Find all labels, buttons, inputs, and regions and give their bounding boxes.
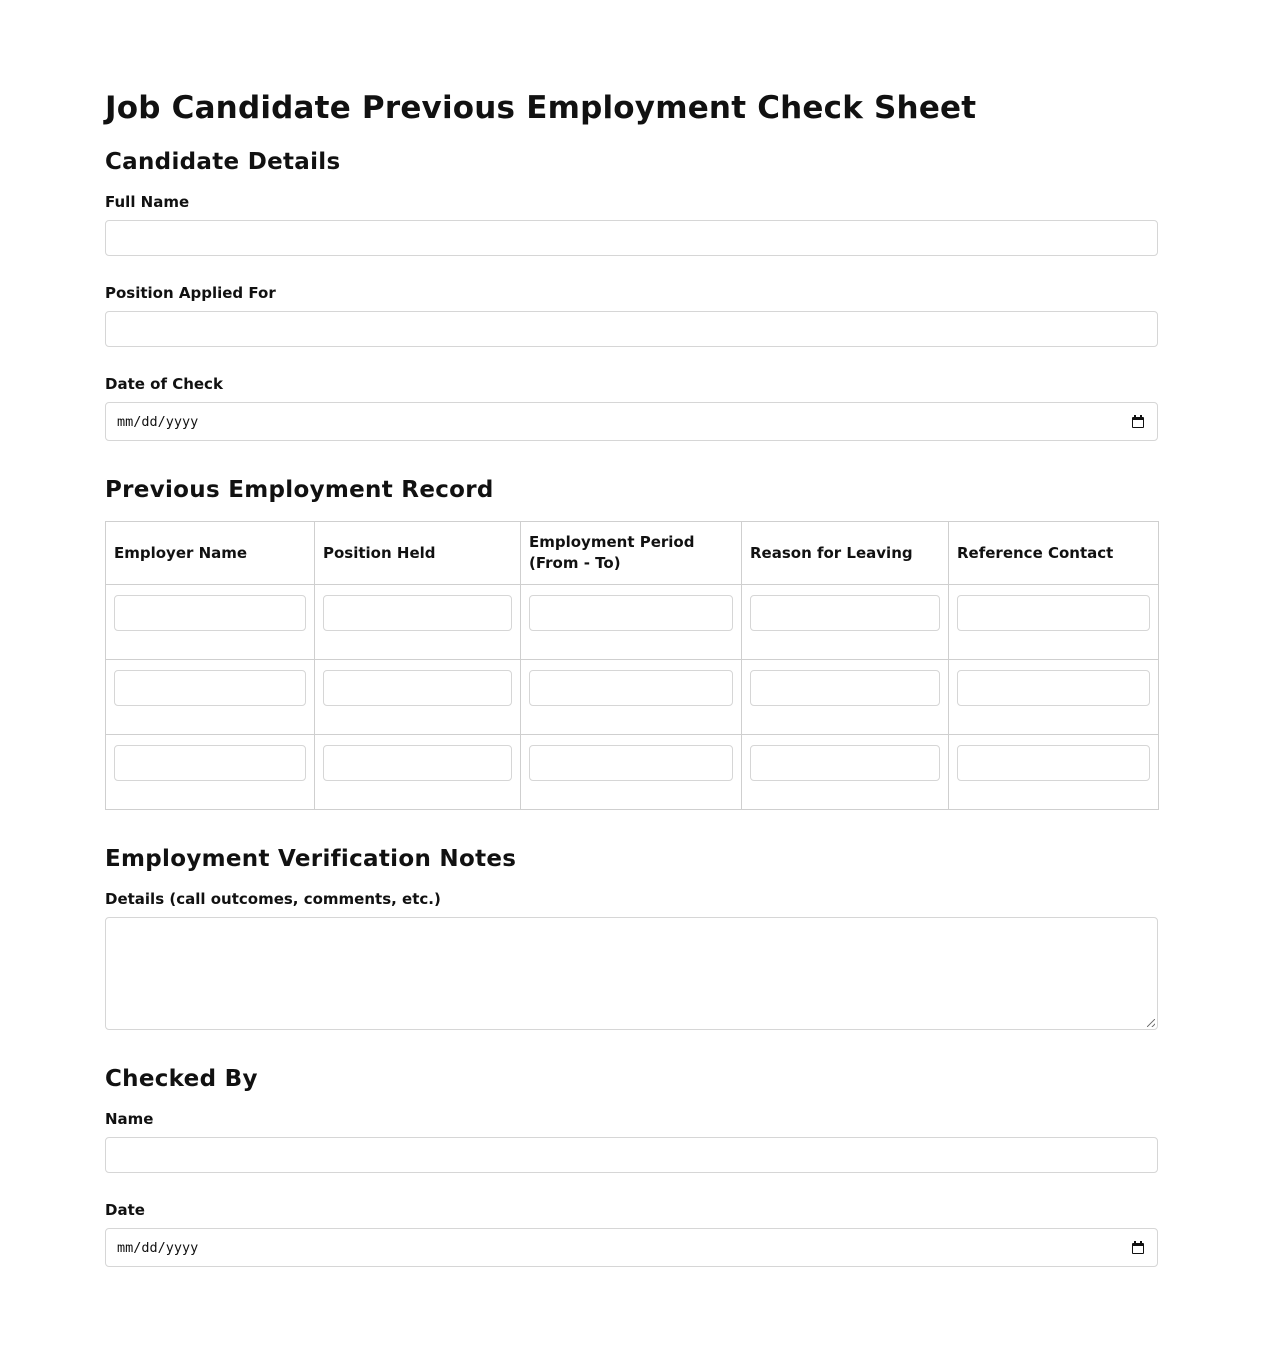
column-header-reason-for-leaving: Reason for Leaving: [742, 522, 949, 585]
employment-record-section: [105, 474, 1158, 810]
details-label: Details (call outcomes, comments, etc.): [105, 890, 441, 908]
reason-for-leaving-input-3[interactable]: [750, 745, 940, 781]
employer-name-input-2[interactable]: [114, 670, 306, 706]
date-of-check-input[interactable]: [105, 402, 1158, 441]
checked-by-heading: Checked By: [105, 1066, 258, 1092]
calendar-icon[interactable]: [1131, 1241, 1145, 1255]
reference-contact-input-1[interactable]: [957, 595, 1150, 631]
reason-for-leaving-input-1[interactable]: [750, 595, 940, 631]
checked-by-name-label: Name: [105, 1110, 154, 1128]
verification-notes-section: [105, 843, 1158, 1030]
employment-record-heading: Previous Employment Record: [105, 477, 494, 503]
column-header-position-held: Position Held: [315, 522, 521, 585]
column-header-reference-contact: Reference Contact: [949, 522, 1159, 585]
column-header-employer-name: Employer Name: [106, 522, 315, 585]
candidate-details-section: [105, 146, 1158, 441]
candidate-details-heading: Candidate Details: [105, 149, 341, 175]
checked-by-date-placeholder: mm/dd/yyyy: [117, 1239, 199, 1256]
page-title: Job Candidate Previous Employment Check Sheet: [105, 90, 977, 126]
reference-contact-input-3[interactable]: [957, 745, 1150, 781]
position-applied-for-label: Position Applied For: [105, 284, 276, 302]
resize-handle-icon[interactable]: [1147, 1019, 1155, 1027]
checked-by-date-label: Date: [105, 1201, 145, 1219]
details-textarea[interactable]: [105, 917, 1158, 1030]
employment-period-input-2[interactable]: [529, 670, 733, 706]
table-header-row: [106, 522, 1159, 585]
position-held-input-2[interactable]: [323, 670, 512, 706]
checked-by-date-input[interactable]: [105, 1228, 1158, 1267]
date-of-check-placeholder: mm/dd/yyyy: [117, 413, 199, 430]
position-held-input-1[interactable]: [323, 595, 512, 631]
verification-notes-heading: Employment Verification Notes: [105, 846, 517, 872]
table-row: [106, 585, 1159, 660]
reference-contact-input-2[interactable]: [957, 670, 1150, 706]
employment-period-input-1[interactable]: [529, 595, 733, 631]
checked-by-section: [105, 1063, 1158, 1267]
employment-record-table: [105, 521, 1159, 810]
reason-for-leaving-input-2[interactable]: [750, 670, 940, 706]
checked-by-name-input[interactable]: [105, 1137, 1158, 1173]
table-row: [106, 735, 1159, 810]
position-applied-for-input[interactable]: [105, 311, 1158, 347]
employment-period-input-3[interactable]: [529, 745, 733, 781]
date-of-check-label: Date of Check: [105, 375, 223, 393]
full-name-label: Full Name: [105, 193, 190, 211]
employer-name-input-3[interactable]: [114, 745, 306, 781]
employer-name-input-1[interactable]: [114, 595, 306, 631]
table-row: [106, 660, 1159, 735]
calendar-icon[interactable]: [1131, 415, 1145, 429]
full-name-input[interactable]: [105, 220, 1158, 256]
column-header-employment-period: Employment Period (From - To): [521, 522, 742, 585]
position-held-input-3[interactable]: [323, 745, 512, 781]
